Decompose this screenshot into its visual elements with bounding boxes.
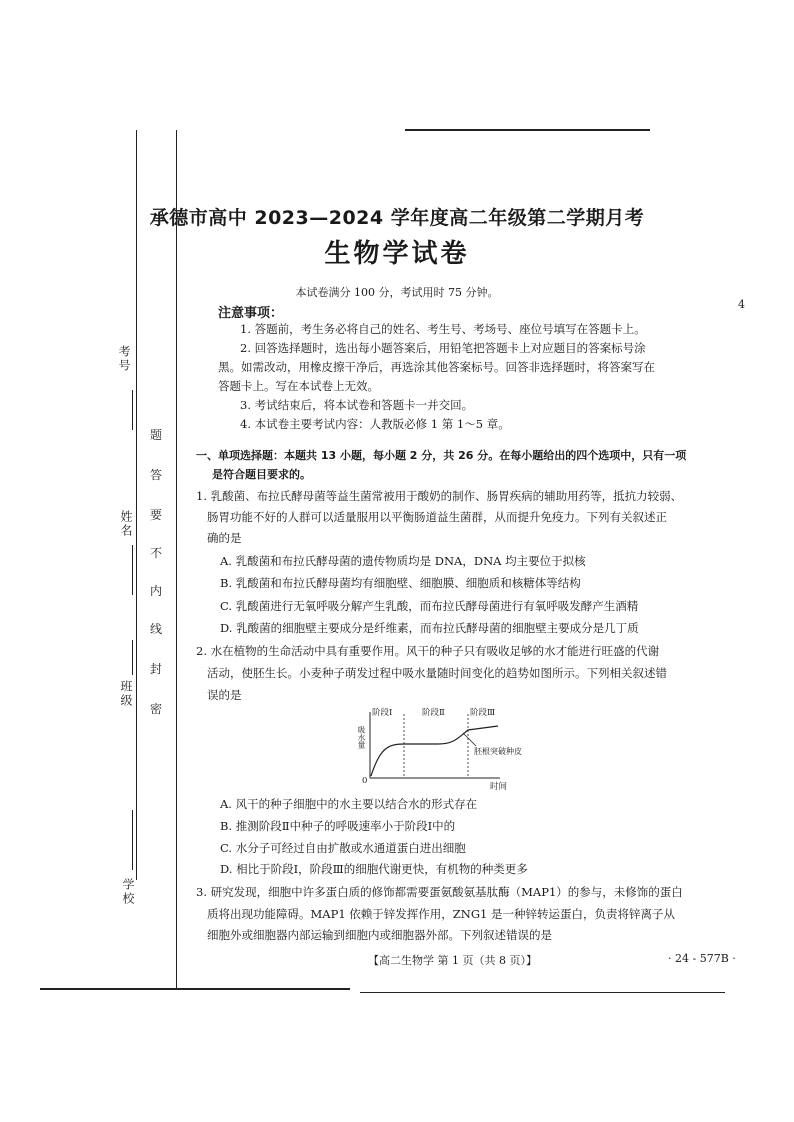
blank-kaohao [132,390,133,430]
seal-char: 要 [150,508,163,522]
q2-stem-line: 误的是 [207,688,242,702]
q3-stem-line: 质将出现功能障碍。MAP1 依赖于锌发挥作用，ZNG1 是一种锌转运蛋白，负责将锌离子从 [207,907,675,921]
seal-char: 题 [150,428,163,442]
label-xingming: 姓名 [119,510,133,538]
bottom-rule-left [40,988,350,990]
label-banji: 班级 [119,680,133,708]
top-rule [405,129,650,131]
section1-heading: 一、单项选择题：本题共 13 小题，每小题 2 分，共 26 分。在每小题给出的四个选项中，只有一项 [196,449,687,462]
notice-line: 2. 回答选择题时，选出每小题答案后，用铅笔把答题卡上对应题目的答案标号涂 [240,341,646,355]
q2-option-b: B. 推测阶段Ⅱ中种子的呼吸速率小于阶段Ⅰ中的 [220,819,456,833]
notice-line: 3. 考试结束后，将本试卷和答题卡一并交回。 [240,398,474,412]
q1-stem-line: 肠胃功能不好的人群可以适量服用以平衡肠道益生菌群，从而提升免疫力。下列有关叙述正 [207,510,667,524]
q2-option-a: A. 风干的种子细胞中的水主要以结合水的形式存在 [220,797,478,811]
exam-subtitle: 本试卷满分 100 分，考试用时 75 分钟。 [295,286,499,299]
q3-stem-line: 细胞外或细胞器内部运输到细胞内或细胞器外部。下列叙述错误的是 [207,928,552,942]
origin-label: 0 [362,776,368,786]
stage-1-label: 阶段Ⅰ [372,708,393,718]
section1-heading-cont: 是符合题目要求的。 [212,468,311,481]
q2-graph [350,706,530,796]
notice-line: 4. 本试卷主要考试内容：人教版必修 1 第 1～5 章。 [240,417,510,431]
q3-stem-line: 3. 研究发现，细胞中许多蛋白质的修饰都需要蛋氨酸氨基肽酶（MAP1）的参与，未修饰的蛋白 [196,885,683,899]
q1-option-d: D. 乳酸菌的细胞壁主要成分是纤维素，而布拉氏酵母菌的细胞壁主要成分是几丁质 [220,621,639,635]
annotation-pointer [463,733,476,746]
q2-option-c: C. 水分子可经过自由扩散或水通道蛋白进出细胞 [220,841,466,855]
margin-number: 4 [738,298,745,311]
q1-option-c: C. 乳酸菌进行无氧呼吸分解产生乳酸，而布拉氏酵母菌进行有氧呼吸发酵产生酒精 [220,599,639,613]
seal-char: 线 [150,622,163,636]
seal-char: 答 [150,468,163,482]
q1-stem-line: 确的是 [207,531,242,545]
q1-option-a: A. 乳酸菌和布拉氏酵母菌的遗传物质均是 DNA，DNA 均主要位于拟核 [220,554,586,568]
bottom-rule-right [360,992,725,993]
notice-line: 黑。如需改动，用橡皮擦干净后，再选涂其他答案标号。回答非选择题时，将答案写在 [218,360,655,374]
blank-banji [132,640,133,675]
q2-stem-line: 2. 水在植物的生命活动中具有重要作用。风干的种子只有吸收足够的水才能进行旺盛的代谢 [196,644,660,658]
footer-code: · 24 - 577B · [668,952,736,965]
x-axis-label: 时间 [490,782,508,792]
footer-page-info: 【高二生物学 第 1 页（共 8 页）】 [368,954,537,967]
q2-stem-line: 活动，使胚生长。小麦种子萌发过程中吸水量随时间变化的趋势如图所示。下列相关叙述错 [207,666,667,680]
seal-char: 密 [150,702,163,716]
q2-option-d: D. 相比于阶段Ⅰ，阶段Ⅲ的细胞代谢更快，有机物的种类更多 [220,862,528,876]
annotation-label: 胚根突破种皮 [474,747,522,756]
notice-line: 1. 答题前，考生务必将自己的姓名、考生号、考场号、座位号填写在答题卡上。 [240,322,646,336]
blank-xingming [132,545,133,595]
stage-3-label: 阶段Ⅲ [470,708,496,718]
stage-2-label: 阶段Ⅱ [422,708,445,718]
label-kaohao: 考号 [117,345,131,373]
y-axis-label: 吸水量 [357,726,366,749]
exam-title-line1: 承德市高中 2023—2024 学年度高二年级第二学期月考 [149,207,645,229]
blank-xuexiao [132,810,133,870]
q1-option-b: B. 乳酸菌和布拉氏酵母菌均有细胞壁、细胞膜、细胞质和核糖体等结构 [220,576,581,590]
seal-char: 内 [150,584,163,598]
notice-heading: 注意事项： [218,306,284,321]
seal-char: 不 [150,546,163,560]
exam-title-line2: 生物学试卷 [324,239,470,269]
label-xuexiao: 学校 [121,878,135,906]
notice-line: 答题卡上。写在本试卷上无效。 [218,379,379,393]
q1-stem-line: 1. 乳酸菌、布拉氏酵母菌等益生菌常被用于酸奶的制作、肠胃疾病的辅助用药等，抵抗力较弱、 [196,489,683,503]
seal-char: 封 [150,662,163,676]
